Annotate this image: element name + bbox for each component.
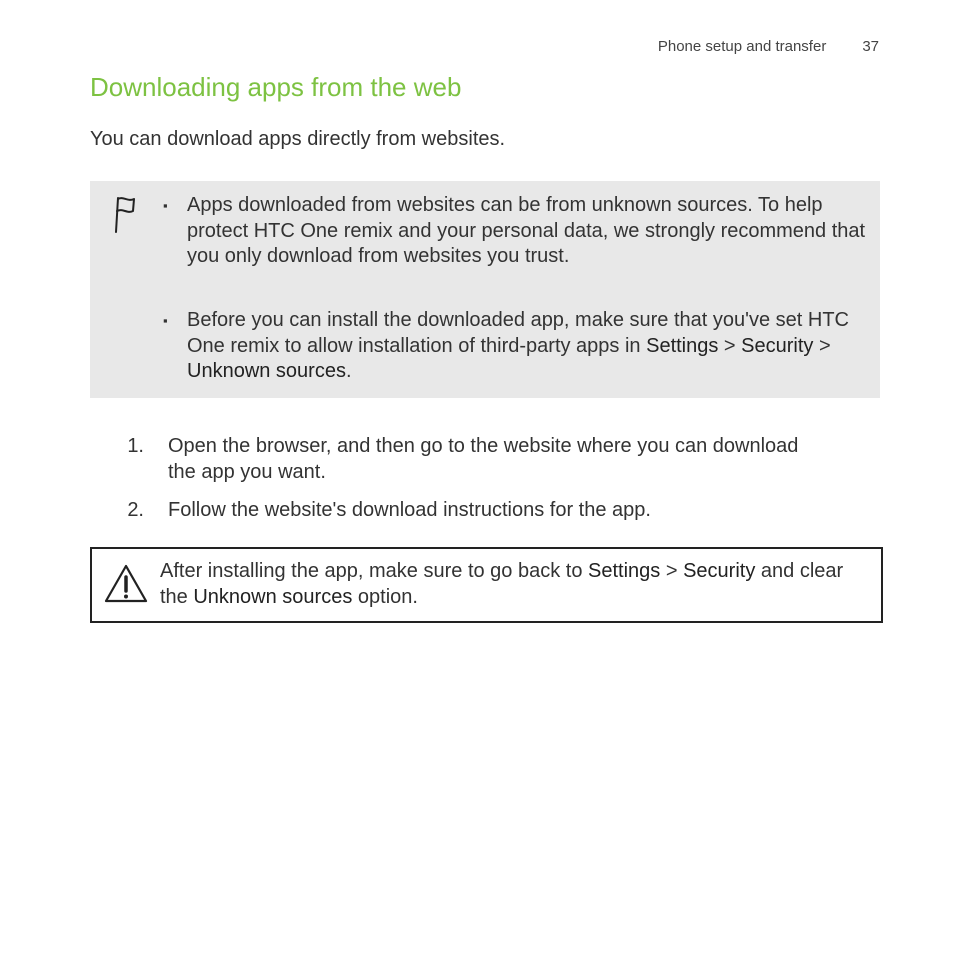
warning-icon: [103, 563, 149, 605]
warning-text-part: After installing the app, make sure to go back to: [160, 560, 589, 582]
step-text: Open the browser, and then go to the website where you can download the app you want.: [168, 435, 799, 483]
bullet-icon: ▪: [163, 313, 168, 328]
warning-text-part: option.: [352, 586, 418, 608]
section-title: Phone setup and transfer: [657, 38, 827, 55]
security-label: Security: [683, 560, 756, 582]
note-box: [90, 181, 880, 398]
security-label: Security: [741, 334, 814, 357]
step-number: 2.: [127, 499, 144, 521]
warning-box: [90, 547, 883, 623]
note-item-text: Apps downloaded from websites can be from unknown sources. To help protect HTC One remix and your personal data, we strongly recommend that you only download from websites you trust.: [187, 194, 866, 267]
flag-icon: [112, 195, 138, 235]
separator: >: [813, 334, 831, 357]
bullet-icon: ▪: [163, 198, 168, 213]
warning-text-part: and clear the: [160, 560, 844, 608]
note-item-install-settings: [163, 308, 880, 385]
unknown-sources-label: Unknown sources: [193, 586, 353, 608]
warning-text: [160, 558, 860, 610]
separator: >: [718, 334, 742, 357]
settings-label: Settings: [588, 560, 661, 582]
page-title: Downloading apps from the web: [90, 72, 462, 102]
intro-text: You can download apps directly from websites.: [90, 128, 506, 150]
settings-label: Settings: [646, 334, 719, 357]
note-item-text: Before you can install the downloaded app, make sure that you've set HTC One remix to allow installation of third-party apps in: [187, 309, 849, 357]
unknown-sources-label: Unknown sources: [187, 360, 346, 382]
step-text: Follow the website's download instructions for the app.: [168, 499, 651, 521]
page-number: 37: [862, 38, 879, 55]
note-item-unknown-sources: [163, 193, 880, 270]
separator: >: [660, 560, 684, 582]
page-header: [658, 38, 879, 55]
period: .: [345, 360, 352, 382]
step-number: 1.: [127, 435, 144, 457]
